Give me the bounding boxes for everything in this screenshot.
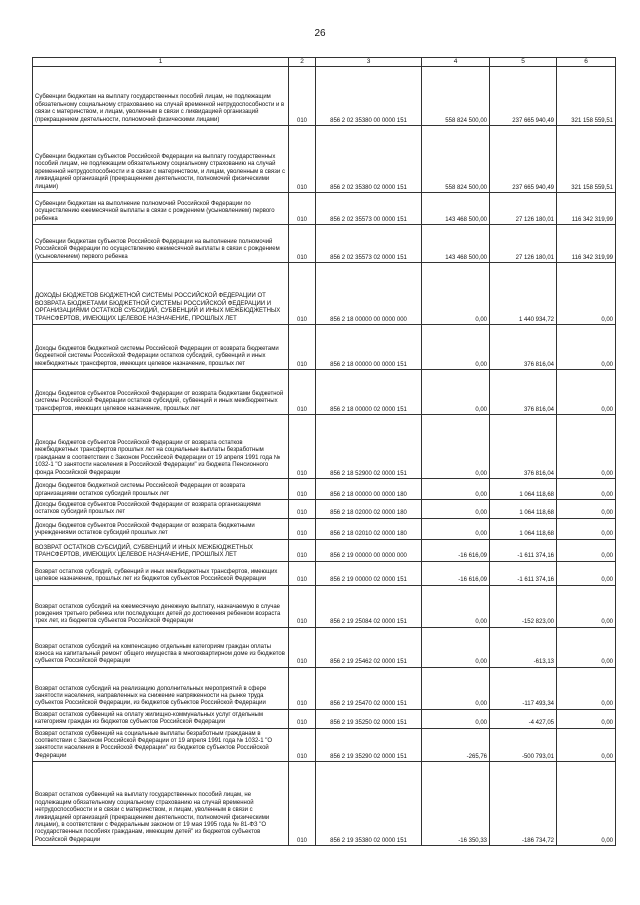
row-description: Субвенции бюджетам на выплату государственных пособий лицам, не подлежащим обязательному социальному страхованию на случай временной нетрудоспособности и в связи с материнством, и лицам, уволенным в связи с ликвидацией организаций (прекращением деятельности, полномочий физическими лицами) (35, 94, 285, 123)
table-row (33, 539, 616, 561)
table-header-row (33, 58, 616, 67)
row-remaining-amount: 0,00 (557, 709, 616, 728)
table-row (33, 263, 616, 325)
row-remaining-amount: 0,00 (557, 585, 616, 627)
row-description-cell (33, 518, 289, 539)
row-description-cell (33, 709, 289, 728)
row-line-code: 010 (289, 667, 316, 709)
table-row (33, 126, 616, 193)
table-row (33, 762, 616, 846)
row-executed-amount: -613,13 (490, 627, 557, 667)
row-description: Возврат остатков субвенций на выплату государственных пособий лицам, не подлежащим обязательному социальному страхованию на случай временной нетрудоспособности и в связи с материнством, и лицам, уволенным в связи с ликвидацией организаций (прекращением деятельности, полномочий физическими лицами), в соответствии с Федеральным законом от 19 мая 1995 года № 81-ФЗ "О государственных пособиях гражданам, имеющим детей" из бюджетов субъектов Российской Федерации (35, 792, 270, 843)
row-description-cell (33, 539, 289, 561)
row-approved-amount: 558 824 500,00 (422, 67, 490, 126)
row-remaining-amount: 0,00 (557, 415, 616, 479)
row-line-code: 010 (289, 709, 316, 728)
table-row (33, 585, 616, 627)
table-row (33, 518, 616, 539)
row-description: Доходы бюджетов субъектов Российской Федерации от возврата остатков межбюджетных трансфертов прошлых лет на социальные выплаты безработным гражданам в соответствии с Законом Российской Федерации от 19 апреля 1991 года № 1032-1 "О занятости населения в Российской Федерации" из бюджета Пенсионного фонда Российской Федерации (35, 439, 281, 476)
row-remaining-amount: 116 342 319,99 (557, 193, 616, 225)
table-row (33, 415, 616, 479)
row-description: Возврат остатков субсидий на ежемесячную денежную выплату, назначаемую в случае рождения третьего ребенка или последующих детей до достижения ребенком возраста трех лет, из бюджетов субъектов Российской Федерации (35, 603, 281, 625)
row-remaining-amount: 0,00 (557, 370, 616, 415)
column-header: 5 (490, 58, 557, 67)
row-executed-amount: 376 816,04 (490, 370, 557, 415)
row-remaining-amount: 0,00 (557, 762, 616, 846)
row-executed-amount: 376 816,04 (490, 415, 557, 479)
row-description-cell (33, 728, 289, 762)
row-remaining-amount: 0,00 (557, 728, 616, 762)
table-row (33, 667, 616, 709)
column-header: 6 (557, 58, 616, 67)
row-line-code: 010 (289, 415, 316, 479)
row-budget-code: 856 2 18 00000 00 0000 000 (316, 263, 422, 325)
row-approved-amount: 0,00 (422, 709, 490, 728)
row-description: Субвенции бюджетам на выполнение полномочий Российской Федерации по осуществлению ежемесячной выплаты в связи с рождением (усыновлением) первого ребенка (35, 200, 275, 222)
row-budget-code: 856 2 19 35250 02 0000 151 (316, 709, 422, 728)
table-row (33, 500, 616, 519)
row-description-cell (33, 627, 289, 667)
row-description: Доходы бюджетов субъектов Российской Федерации от возврата бюджетными учреждениями остатков субсидий прошлых лет (35, 523, 255, 537)
row-description-cell (33, 370, 289, 415)
column-header: 4 (422, 58, 490, 67)
row-approved-amount: -16 616,09 (422, 539, 490, 561)
row-line-code: 010 (289, 479, 316, 500)
row-executed-amount: 27 126 180,01 (490, 193, 557, 225)
row-budget-code: 856 2 19 00000 00 0000 000 (316, 539, 422, 561)
row-approved-amount: 143 468 500,00 (422, 193, 490, 225)
row-description-cell (33, 193, 289, 225)
table-row (33, 225, 616, 263)
row-budget-code: 856 2 18 52900 02 0000 151 (316, 415, 422, 479)
row-description-cell (33, 667, 289, 709)
page-number: 26 (314, 28, 326, 39)
row-description-cell (33, 500, 289, 519)
table-row (33, 479, 616, 500)
row-remaining-amount: 0,00 (557, 561, 616, 585)
row-budget-code: 856 2 19 25470 02 0000 151 (316, 667, 422, 709)
row-description-cell (33, 67, 289, 126)
row-remaining-amount: 321 158 559,51 (557, 67, 616, 126)
row-approved-amount: 0,00 (422, 370, 490, 415)
table-row (33, 370, 616, 415)
row-description: Доходы бюджетов субъектов Российской Федерации от возврата организациями остатков субсидий прошлых лет (35, 502, 261, 516)
row-line-code: 010 (289, 627, 316, 667)
row-description-cell (33, 762, 289, 846)
row-line-code: 010 (289, 193, 316, 225)
row-budget-code: 856 2 02 35573 00 0000 151 (316, 193, 422, 225)
row-description: Доходы бюджетов бюджетной системы Российской Федерации от возврата организациями остатков субсидий прошлых лет (35, 483, 246, 497)
row-executed-amount: 237 665 940,49 (490, 67, 557, 126)
column-header: 1 (33, 58, 289, 67)
row-remaining-amount: 0,00 (557, 627, 616, 667)
row-line-code: 010 (289, 325, 316, 370)
row-budget-code: 856 2 02 35573 02 0000 151 (316, 225, 422, 263)
row-approved-amount: -16 350,33 (422, 762, 490, 846)
row-budget-code: 856 2 02 35380 00 0000 151 (316, 67, 422, 126)
row-description-cell (33, 126, 289, 193)
row-budget-code: 856 2 18 00000 00 0000 151 (316, 325, 422, 370)
row-description: Субвенции бюджетам субъектов Российской Федерации на выплату государственных пособий лицам, не подлежащим обязательному социальному страхованию на случай временной нетрудоспособности и в связи с материнством, и лицам, уволенным в связи с ликвидацией организаций (прекращением деятельности, полномочий физическими лицами) (35, 153, 285, 190)
row-budget-code: 856 2 19 25084 02 0000 151 (316, 585, 422, 627)
row-budget-code: 856 2 18 02010 02 0000 180 (316, 518, 422, 539)
row-budget-code: 856 2 18 00000 02 0000 151 (316, 370, 422, 415)
row-executed-amount: -500 793,01 (490, 728, 557, 762)
row-budget-code: 856 2 19 00000 02 0000 151 (316, 561, 422, 585)
column-header: 3 (316, 58, 422, 67)
table-row (33, 561, 616, 585)
row-budget-code: 856 2 18 02000 02 0000 180 (316, 500, 422, 519)
row-remaining-amount: 0,00 (557, 325, 616, 370)
row-line-code: 010 (289, 518, 316, 539)
row-executed-amount: -117 493,34 (490, 667, 557, 709)
row-approved-amount: -16 616,09 (422, 561, 490, 585)
row-remaining-amount: 0,00 (557, 500, 616, 519)
row-description: Возврат остатков субвенций на оплату жилищно-коммунальных услуг отдельным категориям граждан из бюджетов субъектов Российской Федерации (35, 711, 263, 726)
row-approved-amount: -265,76 (422, 728, 490, 762)
row-approved-amount: 0,00 (422, 479, 490, 500)
row-executed-amount: 237 665 940,49 (490, 126, 557, 193)
row-description: Субвенции бюджетам субъектов Российской Федерации на выполнение полномочий Российской Федерации по осуществлению ежемесячной выплаты в связи с рождением (усыновлением) первого ребенка (35, 238, 280, 260)
row-approved-amount: 558 824 500,00 (422, 126, 490, 193)
row-line-code: 010 (289, 370, 316, 415)
row-description: Возврат остатков субсидий, субвенций и иных межбюджетных трансфертов, имеющих целевое назначение, прошлых лет из бюджетов субъектов Российской Федерации (35, 569, 278, 583)
row-budget-code: 856 2 18 00000 00 0000 180 (316, 479, 422, 500)
row-executed-amount: 27 126 180,01 (490, 225, 557, 263)
row-line-code: 010 (289, 728, 316, 762)
row-description: ДОХОДЫ БЮДЖЕТОВ БЮДЖЕТНОЙ СИСТЕМЫ РОССИЙСКОЙ ФЕДЕРАЦИИ ОТ ВОЗВРАТА БЮДЖЕТАМИ БЮДЖЕТНОЙ СИСТЕМЫ РОССИЙСКОЙ ФЕДЕРАЦИИ И ОРГАНИЗАЦИЯМИ ОСТАТКОВ СУБСИДИЙ, СУБВЕНЦИЙ И ИНЫХ МЕЖБЮДЖЕТНЫХ ТРАНСФЕРТОВ, ИМЕЮЩИХ ЦЕЛЕВОЕ НАЗНАЧЕНИЕ, ПРОШЛЫХ ЛЕТ (35, 293, 281, 322)
row-executed-amount: -1 611 374,16 (490, 561, 557, 585)
row-remaining-amount: 0,00 (557, 479, 616, 500)
row-remaining-amount: 0,00 (557, 518, 616, 539)
row-description: Доходы бюджетов бюджетной системы Российской Федерации от возврата бюджетами бюджетной системы Российской Федерации остатков субсидий, субвенций и иных межбюджетных трансфертов, имеющих целевое назначение, прошлых лет (35, 345, 279, 367)
table-row (33, 627, 616, 667)
row-executed-amount: -1 611 374,16 (490, 539, 557, 561)
row-approved-amount: 0,00 (422, 263, 490, 325)
row-executed-amount: 1 064 118,68 (490, 518, 557, 539)
row-description: Возврат остатков субвенций на социальные выплаты безработным гражданам в соответствии с Законом Российской Федерации от 19 апреля 1991 года № 1032-1 "О занятости населения в Российской Федерации" из бюджетов субъектов Российской Федерации (35, 730, 273, 759)
row-description-cell (33, 585, 289, 627)
table-row (33, 67, 616, 126)
row-description-cell (33, 225, 289, 263)
budget-report-table (32, 57, 616, 846)
row-line-code: 010 (289, 67, 316, 126)
row-line-code: 010 (289, 126, 316, 193)
row-line-code: 010 (289, 539, 316, 561)
row-remaining-amount: 0,00 (557, 263, 616, 325)
row-description-cell (33, 415, 289, 479)
row-description-cell (33, 263, 289, 325)
table-row (33, 325, 616, 370)
row-budget-code: 856 2 02 35380 02 0000 151 (316, 126, 422, 193)
row-description: Возврат остатков субсидий на реализацию дополнительных мероприятий в сфере занятости населения, направленных на снижение напряженности на рынке труда субъектов Российской Федерации, из бюджетов субъектов Российской Федерации (35, 685, 267, 707)
row-approved-amount: 0,00 (422, 667, 490, 709)
row-executed-amount: -186 734,72 (490, 762, 557, 846)
row-executed-amount: 1 064 118,68 (490, 500, 557, 519)
row-description-cell (33, 325, 289, 370)
row-approved-amount: 0,00 (422, 518, 490, 539)
row-description: Доходы бюджетов субъектов Российской Федерации от возврата бюджетами бюджетной системы Российской Федерации остатков субсидий, субвенций и иных межбюджетных трансфертов, имеющих целевое назначение, прошлых лет (35, 390, 284, 412)
row-description-cell (33, 561, 289, 585)
row-approved-amount: 143 468 500,00 (422, 225, 490, 263)
row-description: ВОЗВРАТ ОСТАТКОВ СУБСИДИЙ, СУБВЕНЦИЙ И ИНЫХ МЕЖБЮДЖЕТНЫХ ТРАНСФЕРТОВ, ИМЕЮЩИХ ЦЕЛЕВОЕ НАЗНАЧЕНИЕ, ПРОШЛЫХ ЛЕТ (35, 545, 254, 559)
row-approved-amount: 0,00 (422, 627, 490, 667)
row-line-code: 010 (289, 263, 316, 325)
row-executed-amount: -152 823,00 (490, 585, 557, 627)
column-header: 2 (289, 58, 316, 67)
row-executed-amount: -4 427,05 (490, 709, 557, 728)
row-executed-amount: 1 440 934,72 (490, 263, 557, 325)
row-line-code: 010 (289, 561, 316, 585)
row-remaining-amount: 0,00 (557, 539, 616, 561)
row-remaining-amount: 321 158 559,51 (557, 126, 616, 193)
row-budget-code: 856 2 19 35380 02 0000 151 (316, 762, 422, 846)
row-line-code: 010 (289, 762, 316, 846)
row-description-cell (33, 479, 289, 500)
row-approved-amount: 0,00 (422, 325, 490, 370)
row-line-code: 010 (289, 500, 316, 519)
row-line-code: 010 (289, 225, 316, 263)
row-remaining-amount: 116 342 319,99 (557, 225, 616, 263)
row-budget-code: 856 2 19 35290 02 0000 151 (316, 728, 422, 762)
row-line-code: 010 (289, 585, 316, 627)
row-approved-amount: 0,00 (422, 585, 490, 627)
row-executed-amount: 1 064 118,68 (490, 479, 557, 500)
row-approved-amount: 0,00 (422, 500, 490, 519)
table-row (33, 709, 616, 728)
row-description: Возврат остатков субсидий на компенсацию отдельным категориям граждан оплаты взноса на капитальный ремонт общего имущества в многоквартирном доме из бюджетов субъектов Российской Федерации (35, 643, 285, 665)
row-approved-amount: 0,00 (422, 415, 490, 479)
row-remaining-amount: 0,00 (557, 667, 616, 709)
row-budget-code: 856 2 19 25462 02 0000 151 (316, 627, 422, 667)
table-row (33, 193, 616, 225)
row-executed-amount: 376 816,04 (490, 325, 557, 370)
table-row (33, 728, 616, 762)
